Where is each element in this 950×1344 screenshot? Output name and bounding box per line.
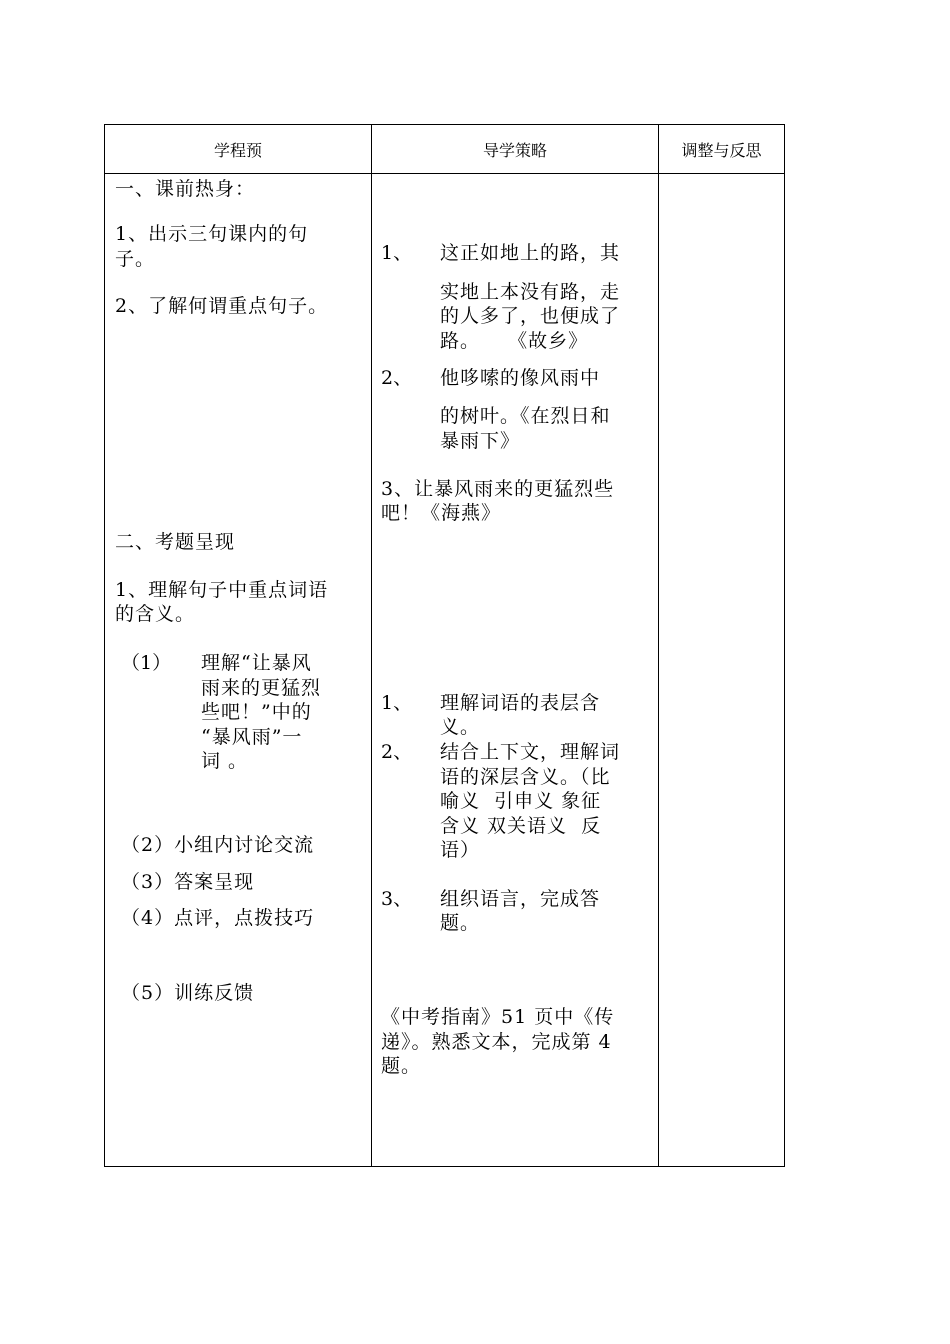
column-divider-1 <box>371 125 372 1166</box>
header-col-learning-process: 学程预 <box>213 141 262 160</box>
column-divider-2 <box>658 125 659 1166</box>
exercise-line-3: 题。 <box>381 1055 422 1077</box>
warmup-item-2: 2、了解何谓重点句子。 <box>115 295 329 317</box>
header-col-guided-strategy: 导学策略 <box>482 141 547 160</box>
section-exam-title: 二、考题呈现 <box>115 531 236 553</box>
sub-item-1-line-3: 些吧！”中的 <box>201 701 312 723</box>
strategy-3-number: 3、 <box>381 888 413 910</box>
header-col-adjust-reflect: 调整与反思 <box>681 141 762 160</box>
strategy-3-line-1: 组织语言，完成答 <box>440 888 601 910</box>
example-3-line-1: 3、让暴风雨来的更猛烈些 <box>381 478 615 500</box>
example-2-number: 2、 <box>381 367 413 389</box>
exam-item-1-cont: 的含义。 <box>115 603 196 625</box>
example-1-line-2: 实地上本没有路，走 <box>440 281 621 303</box>
sub-item-1-number: （1） <box>121 652 172 674</box>
strategy-2-line-1: 结合上下文，理解词 <box>440 741 621 763</box>
strategy-2-line-3: 喻义 引申义 象征 <box>440 790 602 812</box>
example-2-line-2: 的树叶。《在烈日和 <box>440 405 611 427</box>
exercise-line-1: 《中考指南》51 页中《传 <box>381 1006 615 1028</box>
strategy-1-number: 1、 <box>381 692 413 714</box>
strategy-2-line-2: 语的深层含义。（比 <box>440 766 611 788</box>
example-2-line-1: 他哆嗦的像风雨中 <box>440 367 601 389</box>
lesson-plan-table <box>104 124 785 1167</box>
sub-item-1-line-2: 雨来的更猛烈 <box>201 677 322 699</box>
warmup-item-1-cont: 子。 <box>115 248 156 270</box>
strategy-3-line-2: 题。 <box>440 912 481 934</box>
sub-item-4: （4）点评，点拨技巧 <box>121 907 315 929</box>
strategy-2-line-5: 语） <box>440 839 481 861</box>
example-3-line-2: 吧！《海燕》 <box>381 502 502 524</box>
example-1-line-4: 路。 《故乡》 <box>440 330 589 352</box>
example-1-number: 1、 <box>381 242 413 264</box>
warmup-item-1: 1、出示三句课内的句 <box>115 223 309 245</box>
example-1-line-3: 的人多了，也便成了 <box>440 305 621 327</box>
example-2-line-3: 暴雨下》 <box>440 430 521 452</box>
sub-item-1-line-5: 词 。 <box>201 750 249 772</box>
strategy-2-line-4: 含义 双关语义 反 <box>440 815 602 837</box>
strategy-1-line-2: 义。 <box>440 716 481 738</box>
strategy-1-line-1: 理解词语的表层含 <box>440 692 601 714</box>
section-warmup-title: 一、课前热身： <box>115 178 256 200</box>
sub-item-5: （5）训练反馈 <box>121 982 255 1004</box>
sub-item-1-line-1: 理解“让暴风 <box>201 652 312 674</box>
sub-item-3: （3）答案呈现 <box>121 871 255 893</box>
sub-item-1-line-4: “暴风雨”一 <box>201 726 303 748</box>
example-1-line-1: 这正如地上的路，其 <box>440 242 621 264</box>
exercise-line-2: 递》。熟悉文本，完成第 4 <box>381 1031 612 1053</box>
exam-item-1: 1、理解句子中重点词语 <box>115 579 329 601</box>
strategy-2-number: 2、 <box>381 741 413 763</box>
sub-item-2: （2）小组内讨论交流 <box>121 834 315 856</box>
